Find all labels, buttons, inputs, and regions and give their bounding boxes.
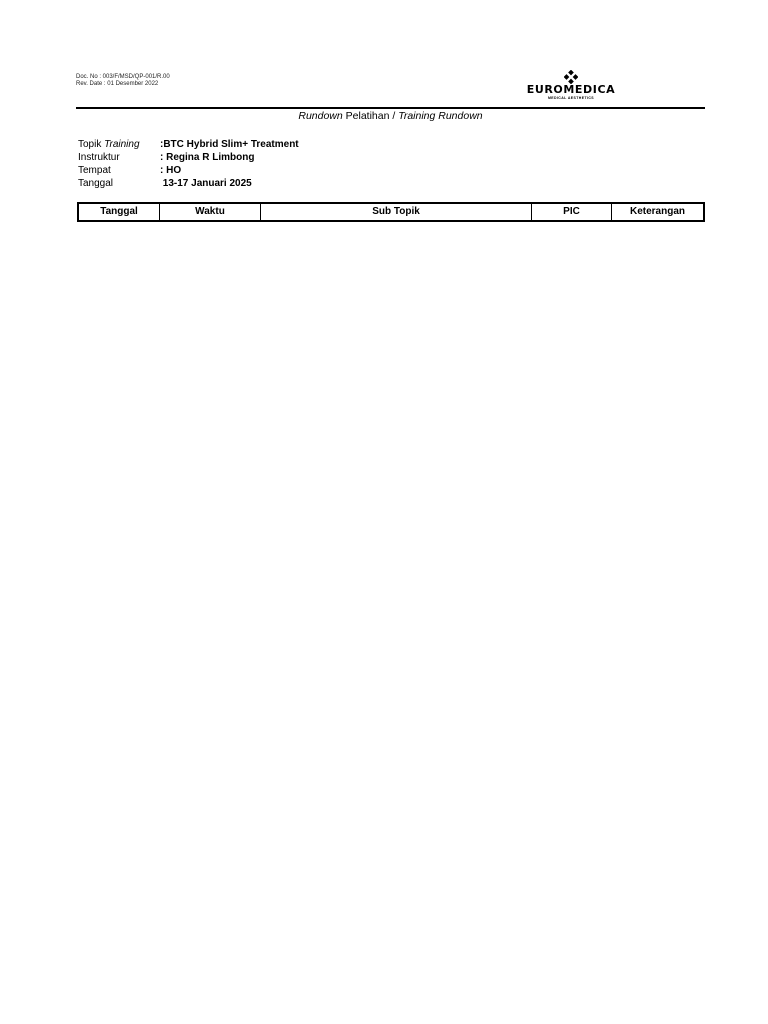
topik-label: Topik Training (78, 139, 140, 150)
logo-cross-icon (564, 70, 578, 84)
title-part-pelatihan: Pelatihan / (342, 110, 399, 122)
tempat-label: Tempat (78, 165, 111, 176)
doc-number: Doc. No : 003/F/MSD/QP-001/R.00 (76, 74, 170, 80)
col-header-tanggal: Tanggal (78, 203, 160, 221)
tanggal-label: Tanggal (78, 178, 114, 189)
col-header-keterangan: Keterangan (612, 203, 705, 221)
col-header-waktu: Waktu (160, 203, 261, 221)
document-meta (76, 74, 170, 88)
info-row-tempat (78, 164, 299, 177)
page-title (76, 110, 705, 122)
title-part-training-rundown: Training Rundown (398, 110, 483, 122)
header-divider (76, 107, 705, 109)
title-part-rundown: Rundown (298, 110, 343, 122)
euromedica-logo (522, 70, 620, 101)
training-info (78, 138, 299, 190)
rev-date: Rev. Date : 01 Desember 2022 (76, 81, 159, 87)
tempat-value: : HO (160, 165, 182, 176)
logo-tagline: MEDICAL AESTHETICS (547, 96, 595, 100)
rundown-table (77, 202, 705, 222)
topik-value: :BTC Hybrid Slim+ Treatment (160, 139, 299, 150)
info-row-tanggal (78, 177, 299, 190)
col-header-sub-topik: Sub Topik (261, 203, 532, 221)
instruktur-value: : Regina R Limbong (160, 152, 255, 163)
tanggal-value: 13-17 Januari 2025 (160, 178, 252, 189)
table-header-row (78, 203, 704, 221)
col-header-pic: PIC (532, 203, 612, 221)
info-row-topik (78, 138, 299, 151)
info-row-instruktur (78, 151, 299, 164)
logo-name: EUROMEDICA (526, 83, 616, 96)
instruktur-label: Instruktur (78, 152, 120, 163)
